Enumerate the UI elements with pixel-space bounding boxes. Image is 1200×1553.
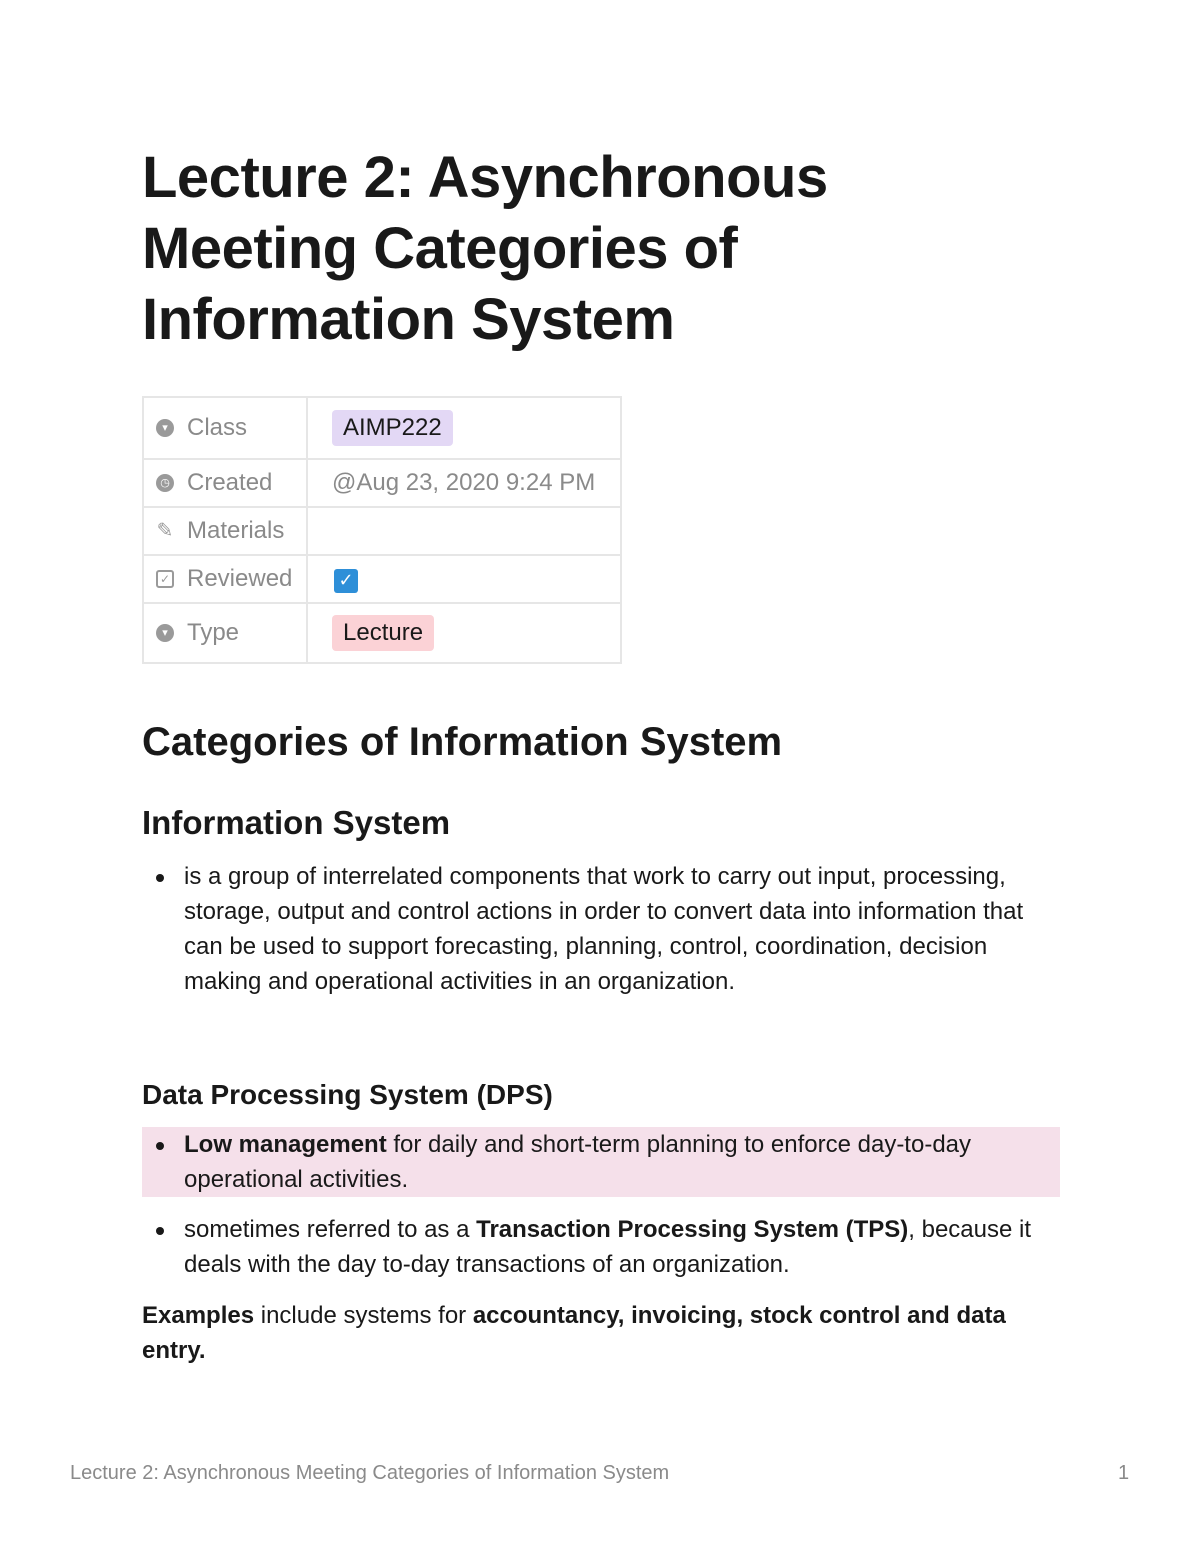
page-title: Lecture 2: Asynchronous Meeting Categories of Information System	[142, 145, 828, 352]
paperclip-icon: ✎	[156, 520, 174, 542]
property-row-created	[143, 459, 621, 507]
info-system-list	[142, 859, 1060, 999]
list-item: is a group of interrelated components that work to carry out input, processing, storage, output and control actions in order to convert data into information that can be used to support forecasting, planning, control, coordination, decision making and operational activities in an organization.	[142, 859, 1060, 999]
list-item: Low management for daily and short-term planning to enforce day-to-day operational activities.	[142, 1127, 1060, 1197]
class-tag[interactable]: AIMP222	[332, 410, 453, 446]
materials-value[interactable]	[307, 507, 621, 555]
properties-table	[142, 396, 622, 664]
dps-list-highlighted	[142, 1127, 1060, 1197]
reviewed-checkbox[interactable]: ✓	[334, 569, 358, 593]
checkbox-icon: ✓	[156, 570, 174, 588]
property-name: Created	[187, 469, 273, 496]
list-item: sometimes referred to as a Transaction Processing System (TPS), because it deals with the day to-day transactions of an organization.	[142, 1212, 1060, 1282]
page-number: 1	[1118, 1462, 1130, 1484]
property-row-type	[143, 603, 621, 663]
clock-icon: ◷	[156, 474, 174, 492]
select-icon: ▾	[156, 624, 174, 642]
created-date: @Aug 23, 2020 9:24 PM	[332, 469, 596, 496]
property-name: Materials	[187, 517, 285, 544]
footer-title: Lecture 2: Asynchronous Meeting Categories of Information System	[70, 1462, 670, 1484]
property-row-materials	[143, 507, 621, 555]
examples-paragraph: Examples include systems for accountancy, invoicing, stock control and data entry.	[142, 1302, 1006, 1364]
dps-list	[142, 1212, 1060, 1282]
property-row-class	[143, 397, 621, 459]
property-name: Type	[187, 619, 240, 646]
type-tag[interactable]: Lecture	[332, 615, 434, 651]
select-icon: ▾	[156, 419, 174, 437]
dps-heading: Data Processing System (DPS)	[142, 1079, 553, 1110]
section-heading: Categories of Information System	[142, 720, 783, 764]
property-name: Class	[187, 414, 248, 441]
property-row-reviewed	[143, 555, 621, 603]
info-system-heading: Information System	[142, 804, 451, 841]
property-name: Reviewed	[187, 565, 293, 592]
